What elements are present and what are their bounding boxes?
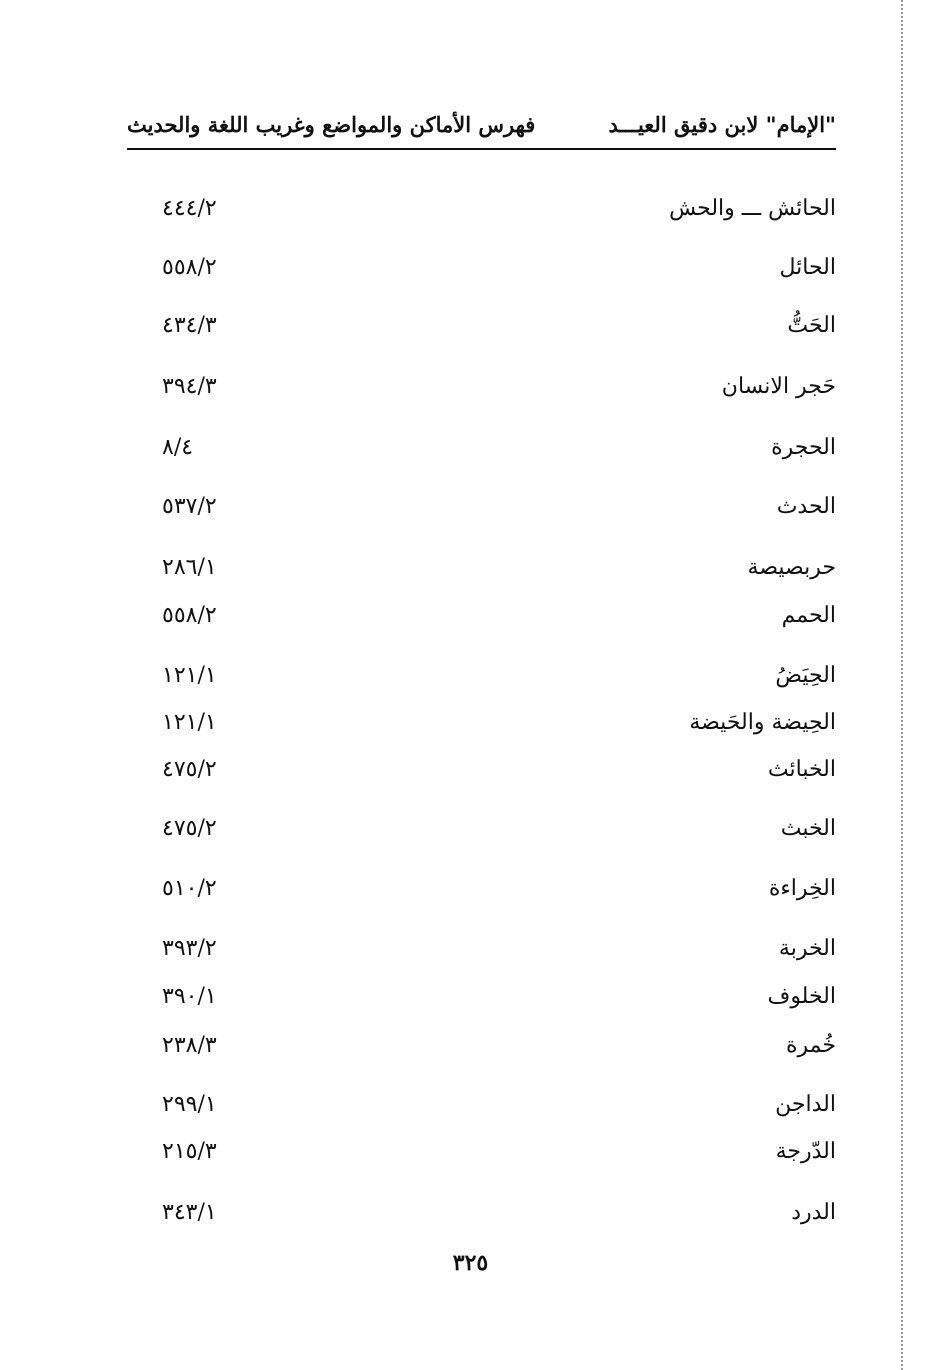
entry-ref: ١٢١/١ [162, 710, 217, 735]
entry-ref: ٢٩٩/١ [162, 1092, 217, 1117]
index-entry [140, 816, 836, 856]
entry-ref: ٤٣٤/٣ [162, 313, 217, 338]
entry-term: الدّرجة [775, 1139, 836, 1164]
entry-term: خُمرة [786, 1033, 836, 1058]
index-entry [140, 936, 836, 976]
entry-ref: ٤٧٥/٢ [162, 757, 217, 782]
entry-term: الحِيَضُ [775, 663, 836, 688]
index-entry [140, 1139, 836, 1179]
index-entry [140, 255, 836, 295]
index-entry [140, 196, 836, 236]
entry-term: حَجر الانسان [721, 374, 836, 399]
entry-ref: ٨/٤ [162, 435, 194, 460]
header-book-title: "الإمام" لابن دقيق العيـــد [608, 112, 836, 137]
index-entry [140, 1200, 836, 1240]
index-entry [140, 435, 836, 475]
entry-ref: ٣٩٠/١ [162, 984, 217, 1009]
entry-term: الداجن [775, 1092, 836, 1117]
index-entry [140, 313, 836, 353]
entry-term: حربصيصة [747, 555, 836, 580]
entry-ref: ٣٩٣/٢ [162, 936, 217, 961]
entry-term: الخِراءة [768, 876, 836, 901]
entry-term: الخبائث [767, 757, 836, 782]
entry-term: الحمم [781, 603, 836, 628]
entry-ref: ٥٣٧/٢ [162, 494, 217, 519]
index-entry [140, 603, 836, 643]
entry-ref: ٥٥٨/٢ [162, 603, 217, 628]
entry-term: الحجرة [771, 435, 836, 460]
entry-ref: ٤٧٥/٢ [162, 816, 217, 841]
index-entry [140, 1092, 836, 1132]
entry-term: الحائش ـــ والحش [669, 196, 836, 221]
index-entry [140, 663, 836, 703]
entry-ref: ٢١٥/٣ [162, 1139, 217, 1164]
entry-ref: ٤٤٤/٢ [162, 196, 217, 221]
index-entry [140, 1033, 836, 1073]
page-number: ٣٢٥ [452, 1250, 489, 1276]
index-entry [140, 876, 836, 916]
entry-ref: ٣٩٤/٣ [162, 374, 217, 399]
index-entry [140, 374, 836, 414]
entry-ref: ٥١٠/٢ [162, 876, 217, 901]
entry-term: الحدث [776, 494, 836, 519]
header-index-title: فهرس الأماكن والمواضع وغريب اللغة والحديث [127, 112, 536, 137]
entry-term: الخبث [780, 816, 836, 841]
entry-ref: ٢٨٦/١ [162, 555, 217, 580]
entry-term: الدرد [791, 1200, 836, 1225]
index-entry [140, 984, 836, 1024]
index-entry [140, 494, 836, 534]
entry-ref: ٣٤٣/١ [162, 1200, 217, 1225]
entry-ref: ٢٣٨/٣ [162, 1033, 217, 1058]
entry-term: الحائل [779, 255, 836, 280]
entry-term: الخلوف [767, 984, 836, 1009]
index-entry [140, 710, 836, 750]
index-entry [140, 757, 836, 797]
entry-ref: ١٢١/١ [162, 663, 217, 688]
entry-term: الحِيضة والحَيضة [689, 710, 836, 735]
entry-term: الحَتُّ [787, 313, 836, 338]
entry-term: الخربة [778, 936, 836, 961]
index-entry [140, 555, 836, 595]
entry-ref: ٥٥٨/٢ [162, 255, 217, 280]
